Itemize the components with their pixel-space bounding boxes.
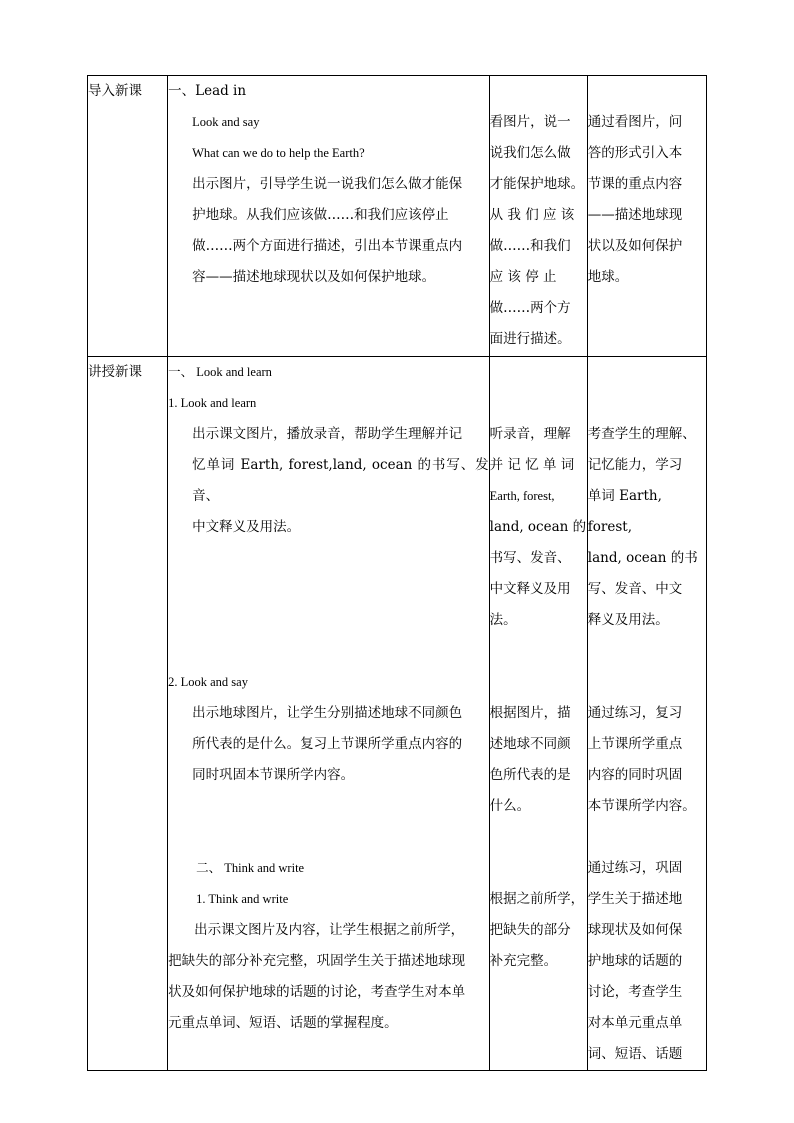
text-line: 内容的同时巩固 (587, 767, 683, 783)
text-line: 看图片，说一 (489, 114, 571, 130)
text-line: 状以及如何保护 (587, 238, 683, 254)
text-line: 把缺失的部分 (489, 922, 571, 938)
text-line: 听录音，理解 (489, 426, 571, 442)
text-line: ——描述地球现 (587, 207, 683, 223)
text-line: 书写、发音、 (489, 550, 571, 566)
text-line: 做……两个方面进行描述，引出本节课重点内 (192, 238, 463, 254)
text-line: 答的形式引入本 (587, 145, 683, 161)
text-line: 球现状及如何保 (587, 922, 683, 938)
text-line: 色所代表的是 (489, 767, 571, 783)
content-cell (168, 76, 490, 357)
text-line: 护地球。从我们应该做……和我们应该停止 (192, 207, 449, 223)
stage-cell (88, 357, 168, 1071)
paragraph (168, 915, 489, 1039)
text-line: 护地球的话题的 (587, 953, 683, 969)
text-line: 上节课所学重点 (587, 736, 683, 752)
stage-label: 讲授新课 (88, 364, 142, 380)
text-line: 并 记 忆 单 词 (489, 457, 575, 473)
question-text: What can we do to help the Earth? (192, 146, 365, 160)
item-title: 1. Look and learn (168, 396, 257, 410)
section-heading: 一、Lead in (168, 83, 247, 99)
item-title: 1. Think and write (196, 892, 289, 906)
text-line: 做……和我们 (489, 238, 571, 254)
text-line: 节课的重点内容 (587, 176, 683, 192)
item-title: 2. Look and say (168, 675, 248, 689)
text-line: 写、发音、中文 (587, 581, 683, 597)
stage-label: 导入新课 (88, 83, 142, 99)
student-activity-cell (489, 76, 587, 357)
text-line: 中文释义及用法。 (192, 519, 301, 535)
text-line: 讨论，考查学生 (587, 984, 683, 1000)
text-line: 元重点单词、短语、话题的掌握程度。 (168, 1015, 398, 1031)
text-line: 通过练习，复习 (587, 705, 683, 721)
paragraph (168, 169, 489, 293)
text-line: land, ocean 的书 (587, 550, 698, 566)
text-line: 面进行描述。 (489, 331, 571, 347)
text-line: 同时巩固本节课所学内容。 (192, 767, 355, 783)
text-line: 述地球不同颜 (489, 736, 571, 752)
text-line: 释义及用法。 (587, 612, 669, 628)
text-line: 说我们怎么做 (489, 145, 571, 161)
text-line: 什么。 (489, 798, 531, 814)
text-line: 学生关于描述地 (587, 891, 683, 907)
text-line: 根据图片，描 (489, 705, 571, 721)
paragraph (168, 698, 489, 791)
text-line: 应 该 停 止 (489, 269, 557, 285)
text-line: 出示课文图片及内容，让学生根据之前所学， (194, 922, 465, 938)
text-line: 出示地球图片，让学生分别描述地球不同颜色 (192, 705, 463, 721)
subheading: Look and say (192, 115, 260, 129)
text-line: 地球。 (587, 269, 629, 285)
text-line: 本节课所学内容。 (587, 798, 696, 814)
text-line: 通过看图片，问 (587, 114, 683, 130)
student-activity-cell (489, 357, 587, 1071)
section-heading: 二、 Think and write (196, 861, 305, 875)
text-line: 根据之前所学， (489, 891, 585, 907)
text-line: 对本单元重点单 (587, 1015, 683, 1031)
text-line: 容——描述地球现状以及如何保护地球。 (192, 269, 436, 285)
text-line: 记忆能力，学习 (587, 457, 683, 473)
text-line: land, ocean 的 (489, 519, 587, 535)
lesson-plan-table (87, 75, 707, 1071)
text-line: Earth, forest, (489, 489, 555, 503)
paragraph (168, 419, 489, 543)
text-line: 出示课文图片，播放录音，帮助学生理解并记 (192, 426, 463, 442)
text-line: 法。 (489, 612, 517, 628)
text-line: 通过练习，巩固 (587, 860, 683, 876)
text-line: 从 我 们 应 该 (489, 207, 575, 223)
text-line: 单词 Earth, forest, (587, 488, 662, 535)
text-line: 出示图片，引导学生说一说我们怎么做才能保 (192, 176, 463, 192)
text-line: 补充完整。 (489, 953, 558, 969)
text-line: 词、短语、话题 (587, 1046, 683, 1062)
table-row (88, 76, 707, 357)
text-line: 状及如何保护地球的话题的讨论，考查学生对本单 (168, 984, 466, 1000)
text-line: 做……两个方 (489, 300, 571, 316)
text-line: 所代表的是什么。复习上节课所学重点内容的 (192, 736, 463, 752)
purpose-cell (587, 357, 706, 1071)
text-line: 才能保护地球。 (489, 176, 585, 192)
text-line: 把缺失的部分补充完整，巩固学生关于描述地球现 (168, 953, 466, 969)
table-row (88, 357, 707, 1071)
text-line: 忆单词 Earth, forest,land, ocean 的书写、发音、 (192, 457, 489, 504)
text-line: 考查学生的理解、 (587, 426, 696, 442)
purpose-cell (587, 76, 706, 357)
text-line: 中文释义及用 (489, 581, 571, 597)
content-cell (168, 357, 490, 1071)
section-heading: 一、 Look and learn (168, 365, 272, 379)
stage-cell (88, 76, 168, 357)
